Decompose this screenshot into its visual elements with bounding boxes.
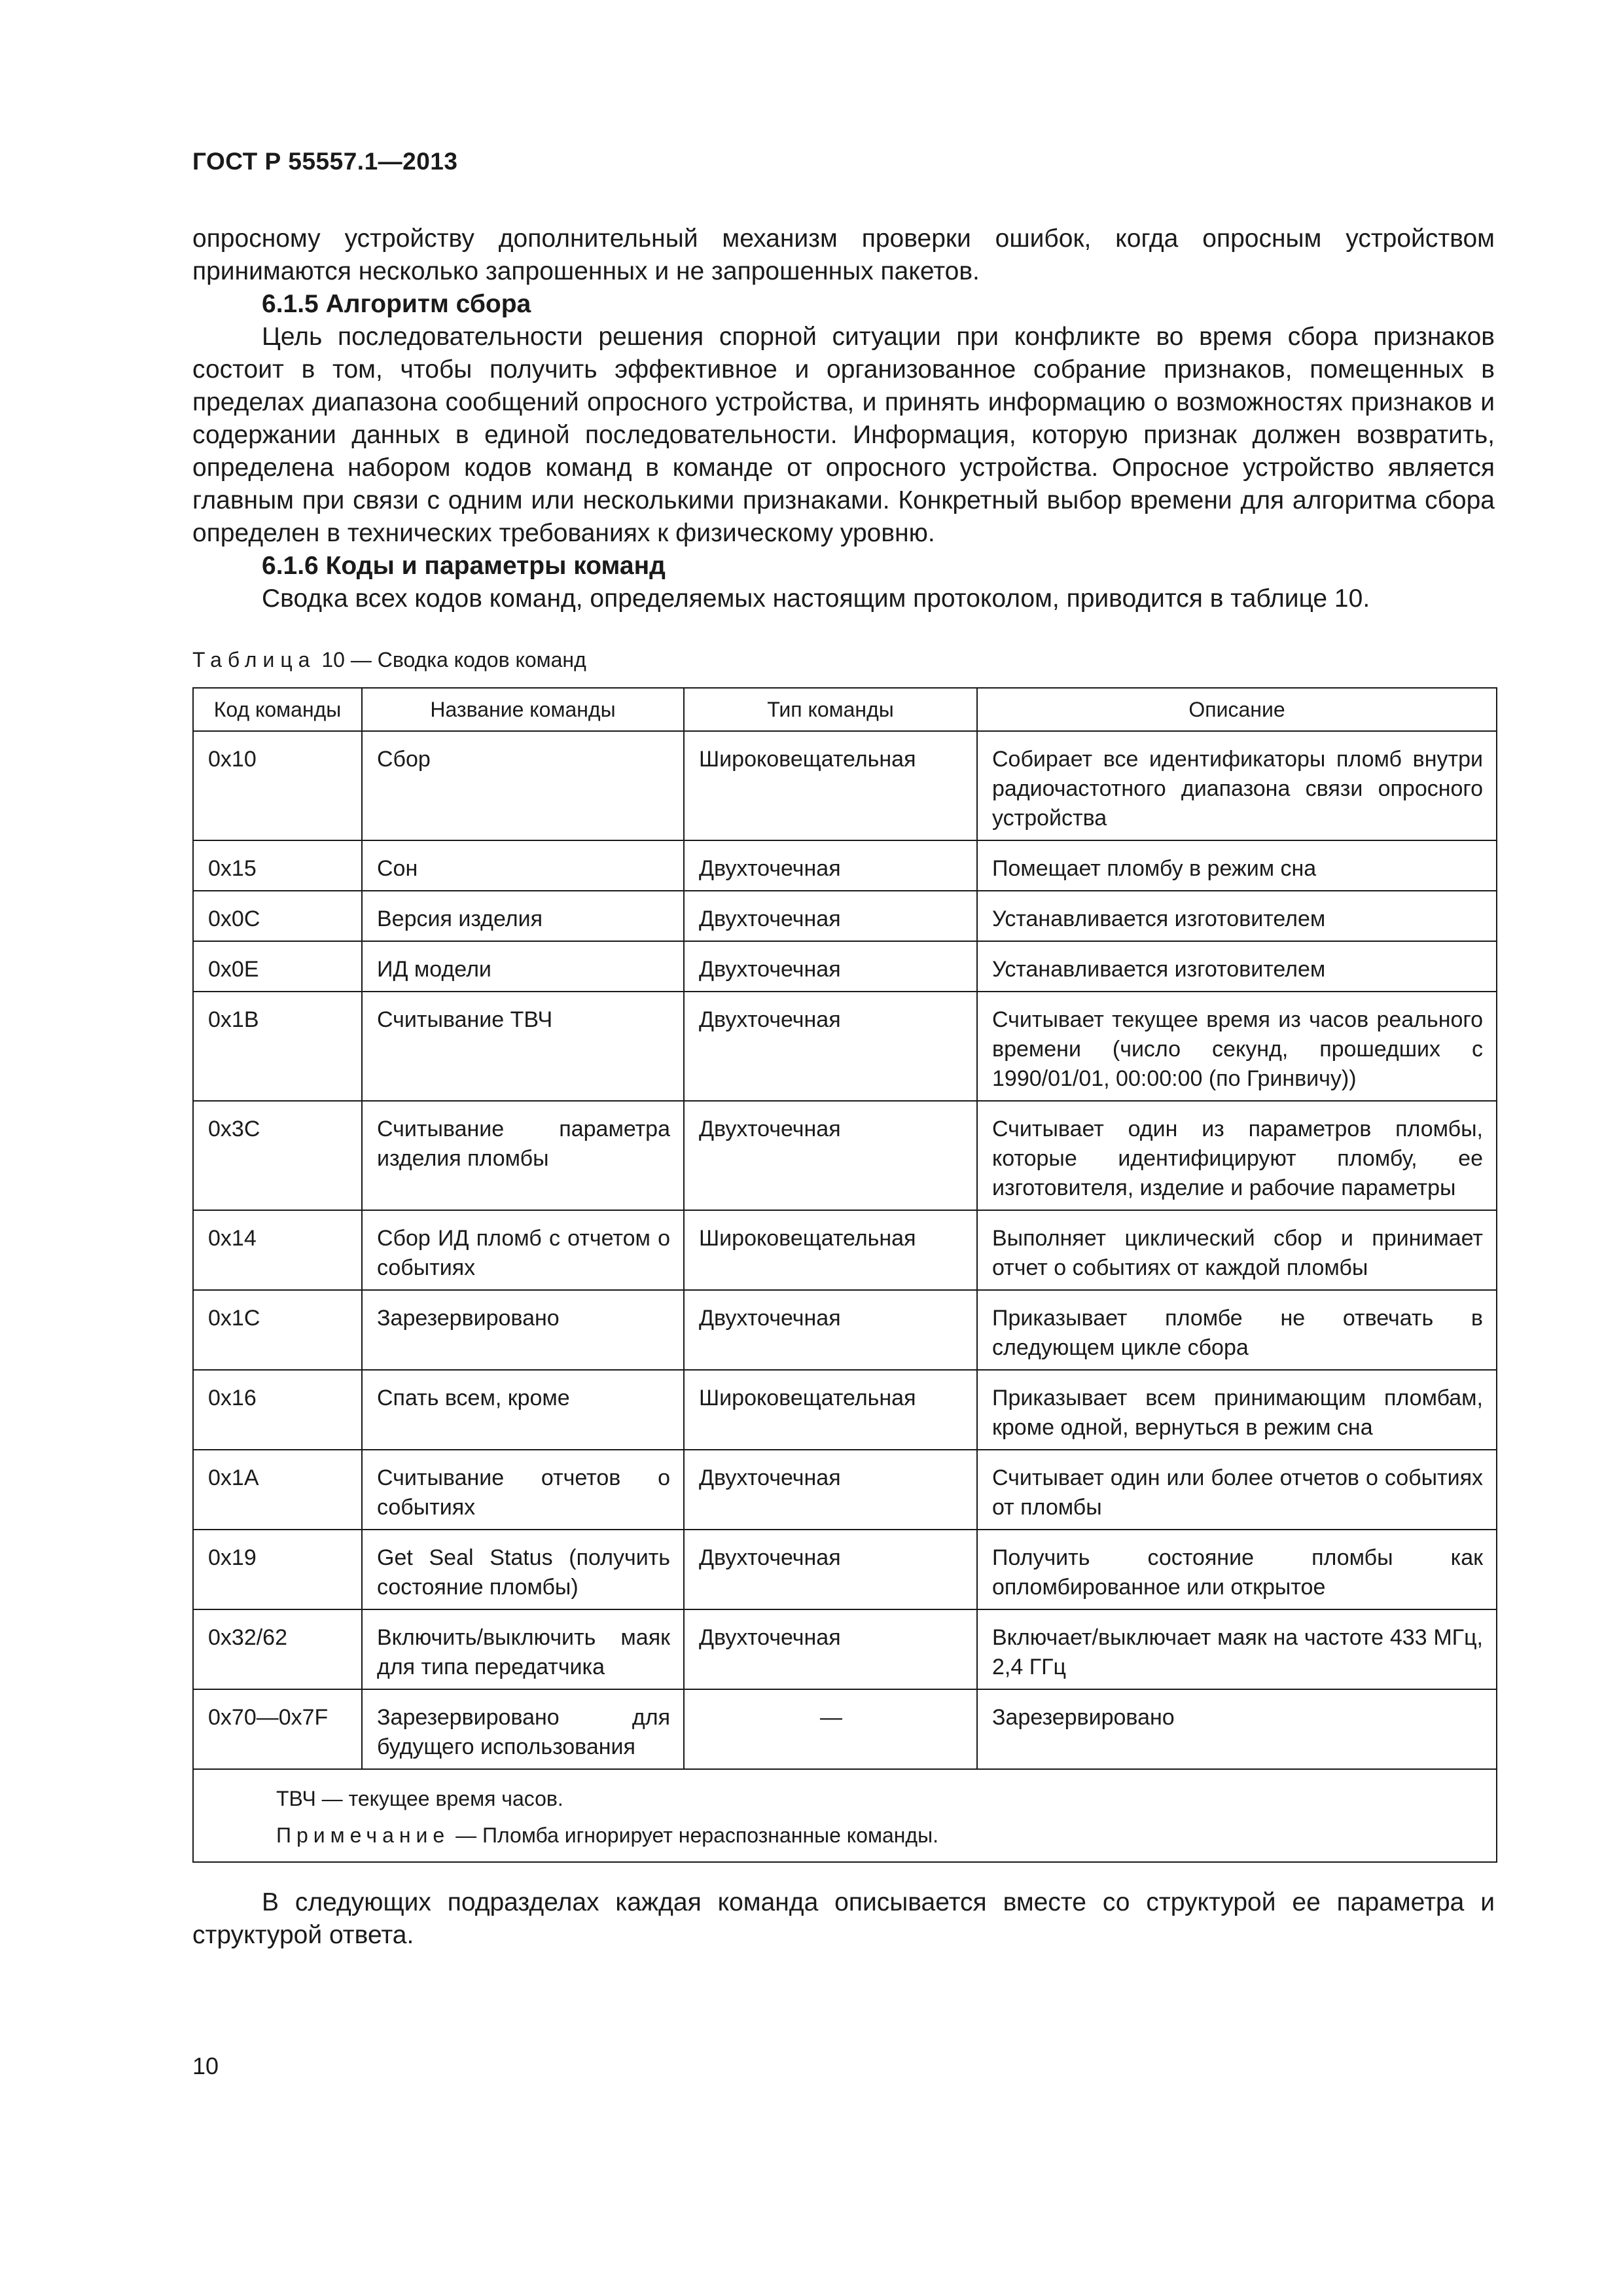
cell-name: Версия изделия: [362, 891, 684, 941]
cell-description: Считывает один или более отчетов о событиях от пломбы: [977, 1450, 1497, 1530]
table-row: [193, 1290, 1497, 1370]
cell-name: ИД модели: [362, 941, 684, 992]
cell-name: Считывание параметра изделия пломбы: [362, 1101, 684, 1210]
table-row: [193, 840, 1497, 891]
document-code-header: ГОСТ Р 55557.1—2013: [192, 148, 458, 175]
cell-description: Считывает один из параметров пломбы, которые идентифицируют пломбу, ее изготовителя, изделие и рабочие параметры: [977, 1101, 1497, 1210]
cell-name: Считывание ТВЧ: [362, 992, 684, 1101]
table-row: [193, 1689, 1497, 1769]
remark-label: Примечание: [276, 1823, 450, 1847]
cell-name: Сбор ИД пломб с отчетом о событиях: [362, 1210, 684, 1290]
cell-name: Зарезервировано для будущего использования: [362, 1689, 684, 1769]
cell-name: Get Seal Status (получить состояние пломбы): [362, 1530, 684, 1609]
cell-description: Выполняет циклический сбор и принимает отчет о событиях от каждой пломбы: [977, 1210, 1497, 1290]
table-body: [193, 731, 1497, 1769]
cell-type: —: [684, 1689, 977, 1769]
cell-code: 0x32/62: [193, 1609, 362, 1689]
table-row: [193, 992, 1497, 1101]
command-table-wrapper: [192, 687, 1496, 1863]
cell-code: 0x1B: [193, 992, 362, 1101]
cell-code: 0x70—0x7F: [193, 1689, 362, 1769]
table-row: [193, 1370, 1497, 1450]
table-caption-label: Таблица: [192, 648, 316, 672]
cell-code: 0x0E: [193, 941, 362, 992]
cell-type: Двухточечная: [684, 840, 977, 891]
section-6-1-5-paragraph: Цель последовательности решения спорной ситуации при конфликте во время сбора признаков состоит в том, чтобы получить эффективное и организованное собрание признаков, помещенных в пределах диапазона сообщений опросного устройства, и принять информацию о возможностях признаков и содержании данных в единой последовательности. Информация, которую признак должен возвратить, определена набором кодов команд в команде от опросного устройства. Опросное устройство является главным при связи с одним или несколькими признаками. Конкретный выбор времени для алгоритма сбора определен в технических требованиях к физическому уровню.: [192, 323, 1495, 547]
cell-description: Считывает текущее время из часов реального времени (число секунд, прошедших с 1990/01/01, 00:00:00 (по Гринвичу)): [977, 992, 1497, 1101]
header-name: Название команды: [362, 688, 684, 731]
section-6-1-5-title: 6.1.5 Алгоритм сбора: [262, 290, 531, 318]
cell-description: Приказывает всем принимающим пломбам, кроме одной, вернуться в режим сна: [977, 1370, 1497, 1450]
table-row: [193, 891, 1497, 941]
cell-type: Двухточечная: [684, 1101, 977, 1210]
cell-type: Двухточечная: [684, 1290, 977, 1370]
table-remark: [276, 1817, 1483, 1854]
closing-paragraph: В следующих подразделах каждая команда описывается вместе со структурой ее параметра и структурой ответа.: [192, 1888, 1495, 1949]
cell-code: 0x0C: [193, 891, 362, 941]
remark-text: — Пломба игнорирует нераспознанные команды.: [450, 1823, 938, 1847]
cell-type: Широковещательная: [684, 731, 977, 840]
closing-section: [192, 1886, 1495, 1952]
cell-code: 0x16: [193, 1370, 362, 1450]
table-row: [193, 941, 1497, 992]
header-type: Тип команды: [684, 688, 977, 731]
cell-type: Широковещательная: [684, 1210, 977, 1290]
cell-description: Приказывает пломбе не отвечать в следующем цикле сбора: [977, 1290, 1497, 1370]
cell-code: 0x10: [193, 731, 362, 840]
table-row: [193, 1210, 1497, 1290]
cell-code: 0x15: [193, 840, 362, 891]
cell-type: Двухточечная: [684, 992, 977, 1101]
cell-code: 0x3C: [193, 1101, 362, 1210]
cell-description: Устанавливается изготовителем: [977, 941, 1497, 992]
section-6-1-6-title: 6.1.6 Коды и параметры команд: [262, 552, 666, 580]
cell-name: Включить/выключить маяк для типа передатчика: [362, 1609, 684, 1689]
cell-type: Двухточечная: [684, 1450, 977, 1530]
header-code: Код команды: [193, 688, 362, 731]
cell-description: Включает/выключает маяк на частоте 433 МГц, 2,4 ГГц: [977, 1609, 1497, 1689]
cell-code: 0x14: [193, 1210, 362, 1290]
cell-type: Двухточечная: [684, 891, 977, 941]
table-notes: [193, 1769, 1497, 1862]
table-header-row: [193, 688, 1497, 731]
table-row: [193, 1101, 1497, 1210]
cell-type: Двухточечная: [684, 1530, 977, 1609]
header-description: Описание: [977, 688, 1497, 731]
cell-type: Двухточечная: [684, 941, 977, 992]
cell-code: 0x1A: [193, 1450, 362, 1530]
table-row: [193, 1450, 1497, 1530]
section-6-1-6-paragraph: Сводка всех кодов команд, определяемых настоящим протоколом, приводится в таблице 10.: [262, 584, 1370, 613]
cell-name: Считывание отчетов о событиях: [362, 1450, 684, 1530]
cell-type: Двухточечная: [684, 1609, 977, 1689]
cell-type: Широковещательная: [684, 1370, 977, 1450]
cell-name: Спать всем, кроме: [362, 1370, 684, 1450]
cell-description: Устанавливается изготовителем: [977, 891, 1497, 941]
cell-description: Получить состояние пломбы как опломбированное или открытое: [977, 1530, 1497, 1609]
table-row: [193, 1609, 1497, 1689]
cell-name: Сон: [362, 840, 684, 891]
page-number: 10: [192, 2053, 219, 2079]
cell-code: 0x19: [193, 1530, 362, 1609]
table-notes-row: [193, 1769, 1497, 1862]
continuation-paragraph: опросному устройству дополнительный механизм проверки ошибок, когда опросным устройством принимаются несколько запрошенных и не запрошенных пакетов.: [192, 224, 1495, 285]
cell-description: Собирает все идентификаторы пломб внутри радиочастотного диапазона связи опросного устройства: [977, 731, 1497, 840]
cell-code: 0x1C: [193, 1290, 362, 1370]
table-caption-text: 10 — Сводка кодов команд: [315, 648, 586, 672]
cell-name: Сбор: [362, 731, 684, 840]
cell-description: Зарезервировано: [977, 1689, 1497, 1769]
table-caption: [192, 648, 586, 672]
table-row: [193, 731, 1497, 840]
cell-name: Зарезервировано: [362, 1290, 684, 1370]
cell-description: Помещает пломбу в режим сна: [977, 840, 1497, 891]
abbreviation-note: ТВЧ — текущее время часов.: [276, 1787, 563, 1810]
table-row: [193, 1530, 1497, 1609]
intro-section: [192, 223, 1495, 615]
command-codes-table: [192, 687, 1497, 1863]
